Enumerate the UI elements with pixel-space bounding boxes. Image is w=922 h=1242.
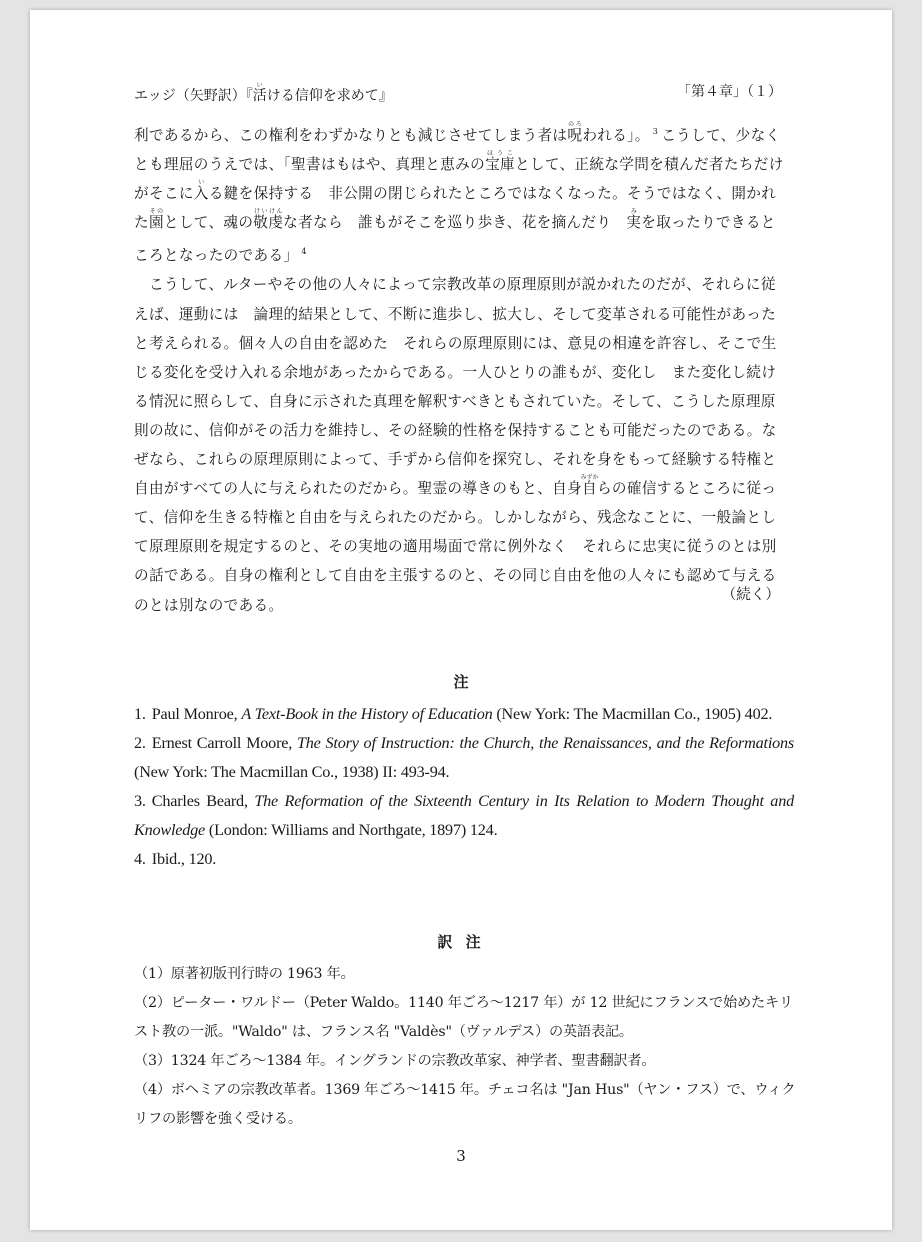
ruby-base: 実 <box>626 214 642 232</box>
note-2 <box>134 729 794 787</box>
note-author: Charles Beard, <box>151 792 255 811</box>
note-publication: (New York: The Macmillan Co., 1905) 402. <box>492 705 773 723</box>
ruby-base: 宝庫 <box>485 156 515 174</box>
header-title-prefix: エッジ（矢野訳）『 <box>134 88 253 104</box>
ruby-reading: みずか <box>580 474 599 482</box>
note-number: 1. <box>134 705 146 723</box>
note-author: Paul Monroe, <box>151 705 242 723</box>
footnote-ref-3[interactable]: 3 <box>652 127 659 136</box>
text-run: らの確信するところに従って、信仰を生きる特権と自由を与えられたのだから。しかしながら、残念なことに、一般論として原理原則を規定するのと、その実地の適用場面で常に例外なく それらに忠実に従うのとは別の話である。自身の権利として自由を主張するのと、その同じ自由を他の人々にも認めて与えるのとは別なのである。 <box>134 480 777 614</box>
ruby-reading: い <box>193 179 209 187</box>
main-body <box>134 117 790 620</box>
body-paragraph-2 <box>134 270 790 619</box>
note-number: 2. <box>134 734 146 753</box>
ruby-mizuka <box>580 474 599 498</box>
note-book-title: A Text-Book in the History of Education <box>241 705 493 723</box>
note-book-title: The Reformation of the Sixteenth Century in Its Relation to Modern Thought and Knowledge <box>134 792 794 840</box>
ruby-base: 入 <box>193 185 209 203</box>
note-1 <box>134 700 794 729</box>
text-run: こうして、少なくとも理屈のうえでは、「聖書はもはや、真理と恵みの <box>134 127 781 174</box>
document-page <box>30 10 892 1230</box>
note-book-title: The Story of Instruction: the Church, the Renaissances, and the Reformations <box>296 734 794 753</box>
header-ruby-reading: い <box>252 82 267 89</box>
note-4 <box>134 845 794 874</box>
notes-heading: 注 <box>453 673 469 691</box>
ruby-base: 呪 <box>567 127 583 144</box>
translator-notes-heading: 訳 注 <box>437 933 485 951</box>
note-publication: (New York: The Macmillan Co., 1938) II: 493-94. <box>134 763 450 782</box>
header-ruby-base: 活 <box>252 88 267 104</box>
ruby-sono <box>148 208 164 232</box>
continued-marker: （続く） <box>721 586 780 603</box>
text-run: として、魂の <box>163 214 254 232</box>
ruby-base: 園 <box>148 214 164 232</box>
ruby-keiken <box>253 208 284 232</box>
ruby-reading: のろ <box>567 121 583 128</box>
ruby-reading: けいけん <box>253 208 284 216</box>
note-number: 4. <box>134 850 146 869</box>
text-run: る鍵を保持する 非公開の閉じられたところではなくなった。そうではなく、開かれた <box>134 185 777 232</box>
page-number: 3 <box>456 1147 466 1165</box>
note-number: 3. <box>134 792 146 811</box>
header-book-title <box>134 82 393 106</box>
footnote-ref-4[interactable]: 4 <box>301 247 307 257</box>
translator-note-2: （2）ピーター・ワルドー（Peter Waldo。1140 年ごろ～1217 年）が 12 世紀にフランスで始めたキリスト教の一派。"Waldo" は、フランス名 "Valdès"（ヴァルデス）の英語表記。 <box>134 995 793 1041</box>
text-run: われる」。 <box>582 127 650 144</box>
text-run: な者なら 誰もがそこを巡り歩き、花を摘んだり <box>283 214 627 232</box>
text-run: こうして、ルターやその他の人々によって宗教改革の原理原則が説かれたのだが、それらに従えば、運動には 論理的結果として、不断に進歩し、拡大し、そして変革される可能性があったと考えられる。個々人の自由を認めた それらの原理原則には、意見の相違を許容し、そこで生じる変化を受け入れる余地があったからである。一人ひとりの誰もが、変化し また変化し続ける情況に照らして、自身に示された真理を解釈すべきともされていた。そして、こうした原理原則の故に、信仰がその活力を維持し、その経験的性格を保持することも可能だったのである。なぜなら、これらの原理原則によって、手ずから信仰を探究し、それを身をもって経験する特権と自由がすべての人に与えられたのだから。聖霊の導きのもと、自身 <box>134 276 777 498</box>
ruby-i <box>193 179 209 203</box>
ruby-reading: み <box>626 208 642 216</box>
translator-note-4: （4）ボヘミアの宗教改革者。1369 年ごろ～1415 年。チェコ名は "Jan Hus"（ヤン・フス）で、ウィクリフの影響を強く受ける。 <box>134 1082 796 1128</box>
text-run: 利であるから、この権利をわずかなりとも減じさせてしまう者は <box>134 127 568 144</box>
ruby-reading: ほうこ <box>485 150 515 158</box>
notes-list <box>134 700 794 875</box>
translator-note-1: （1）原著初版刊行時の 1963 年。 <box>134 966 355 982</box>
header-title-suffix: ける信仰を求めて』 <box>266 88 393 104</box>
translator-notes-list <box>134 960 798 1135</box>
note-author: Ernest Carroll Moore, <box>151 734 297 753</box>
ruby-base: 自 <box>580 480 599 498</box>
ruby-noro <box>567 121 583 144</box>
text-run: を取ったりできるところとなったのである」 <box>134 214 776 265</box>
note-3 <box>134 787 794 845</box>
note-reference: Ibid., 120. <box>151 850 217 869</box>
ruby-mi <box>626 208 642 232</box>
header-ruby <box>252 82 267 104</box>
ruby-reading: その <box>148 208 164 216</box>
ruby-houko <box>485 150 515 174</box>
body-paragraph-1 <box>134 117 790 270</box>
ruby-base: 敬虔 <box>253 214 284 232</box>
note-publication: (London: Williams and Northgate, 1897) 124. <box>205 821 498 840</box>
translator-note-3: （3）1324 年ごろ～1384 年。イングランドの宗教改革家、神学者、聖書翻訳者。 <box>134 1053 656 1070</box>
text-run: として、正統な学問を積んだ者たちだけがそこに <box>134 156 784 203</box>
header-chapter: 「第４章」（１） <box>677 84 782 100</box>
